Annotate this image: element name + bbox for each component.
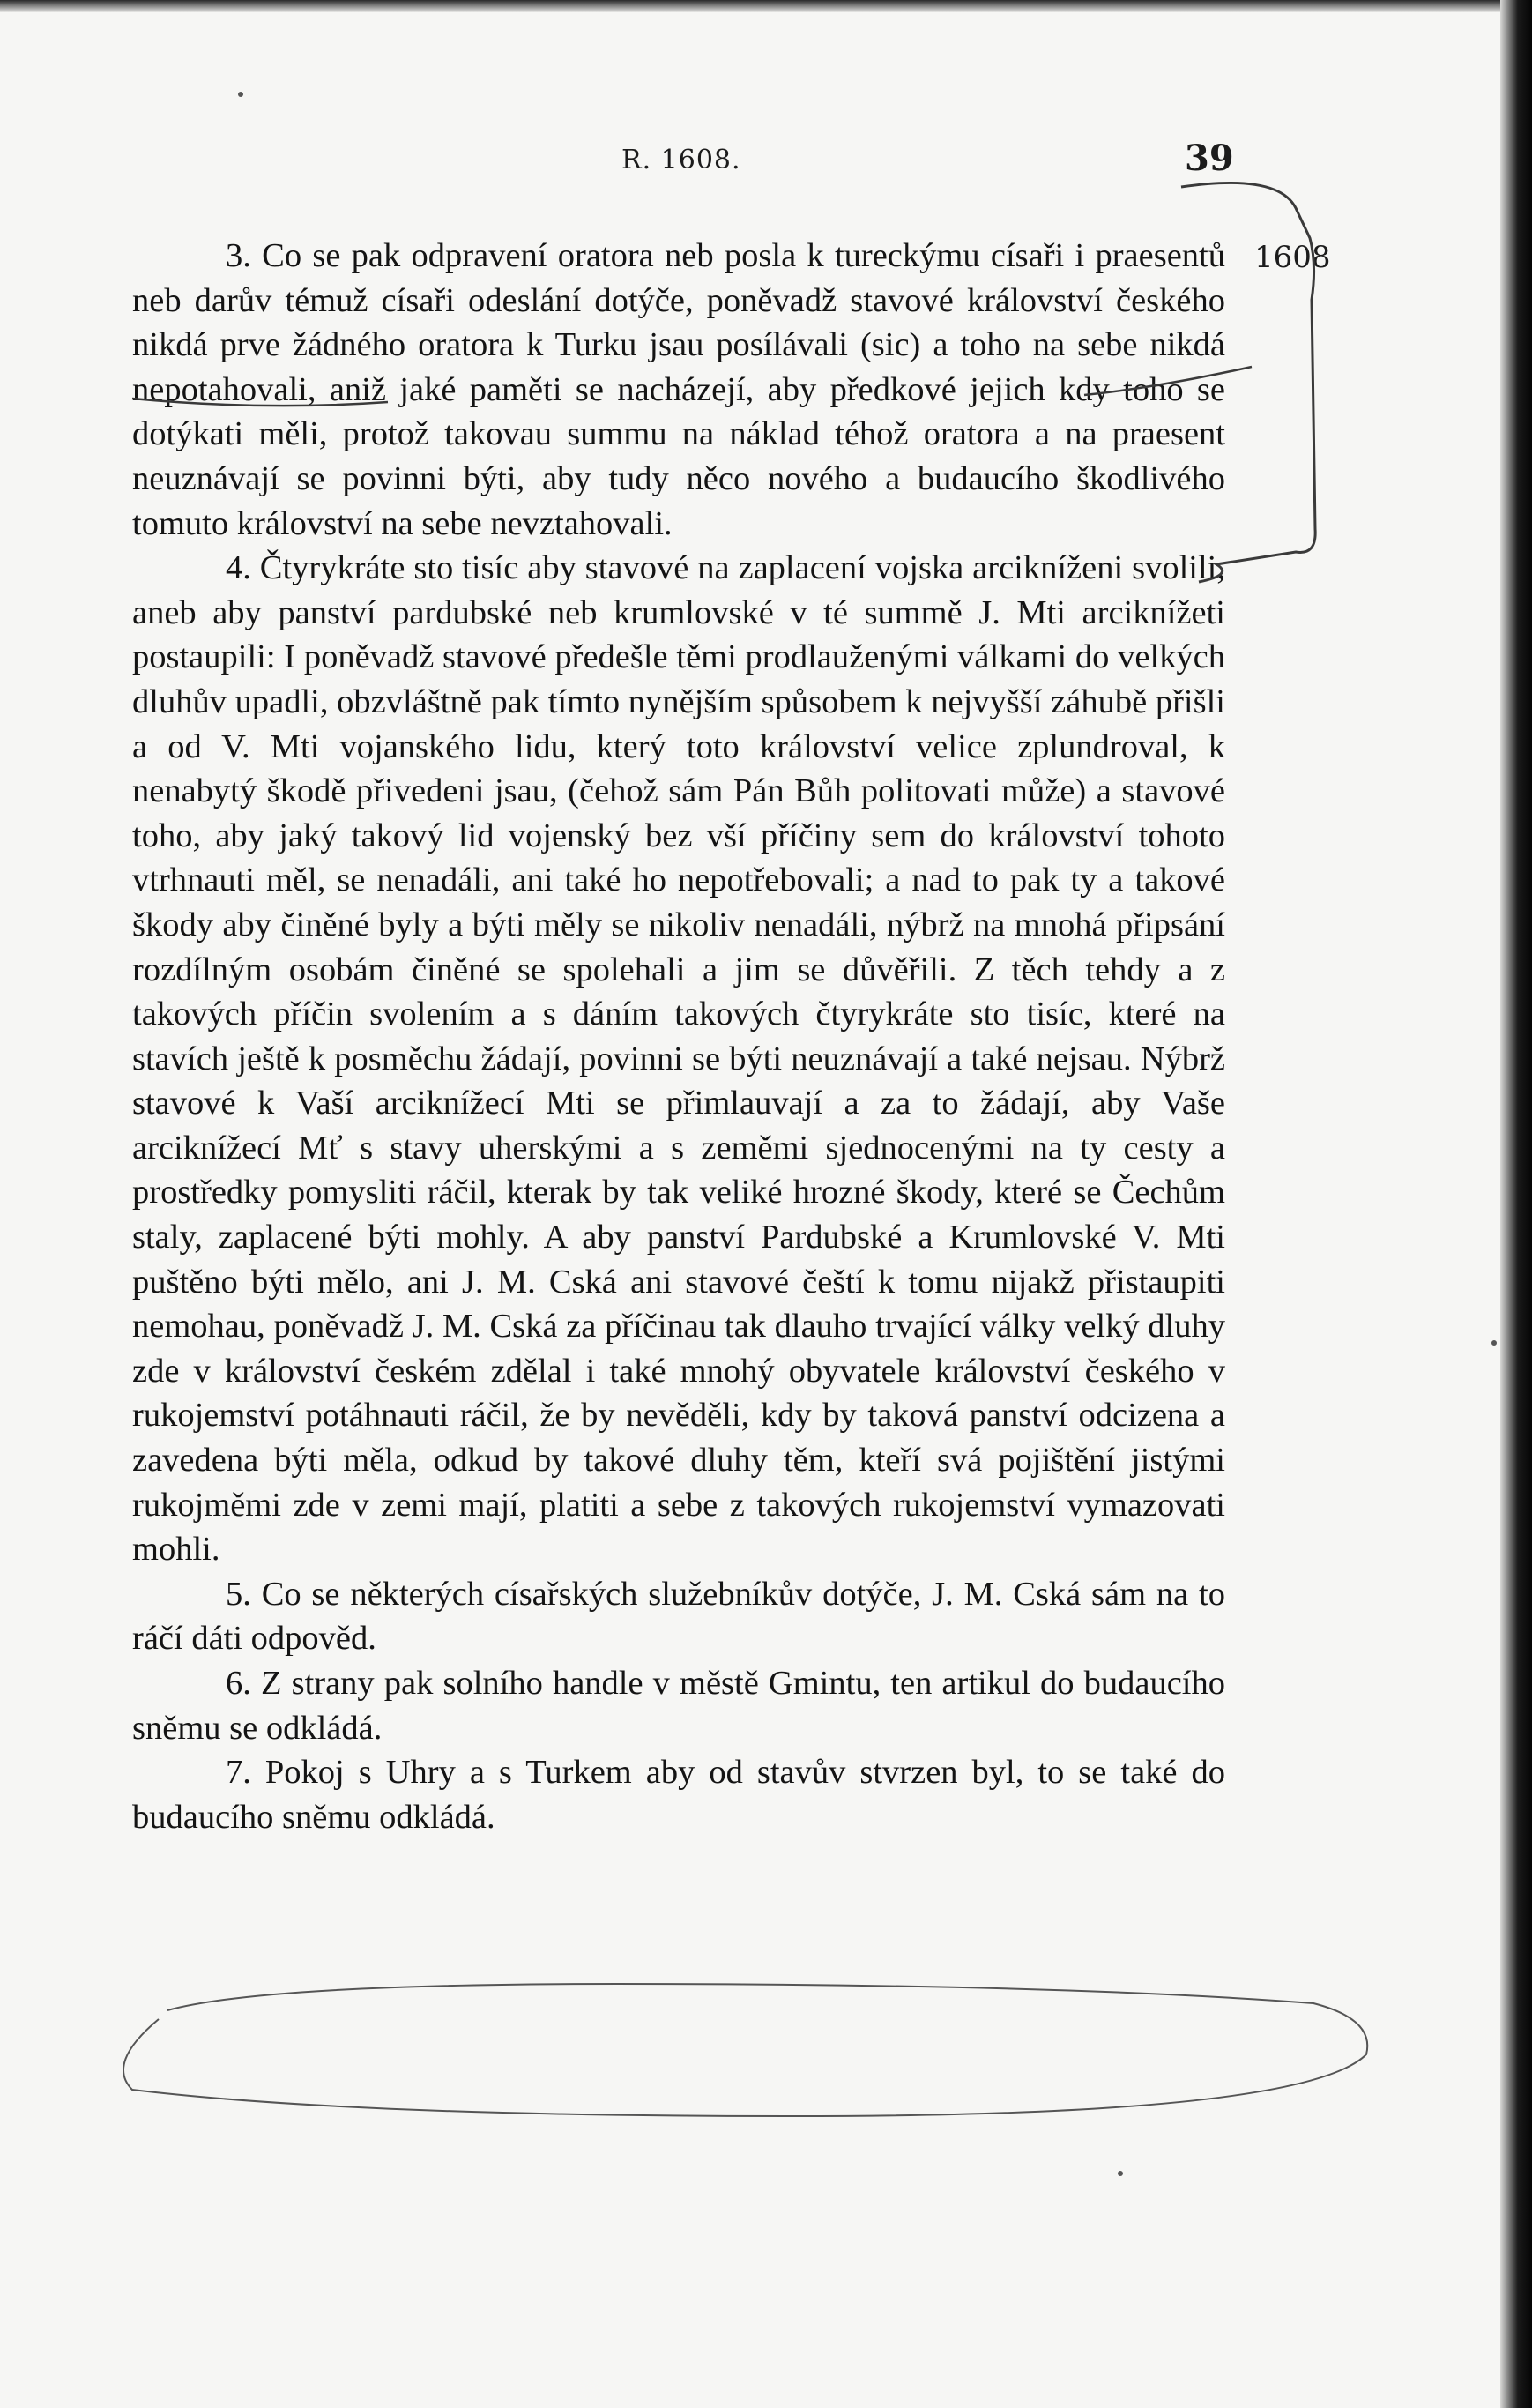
body-text [132, 234, 1225, 1839]
margin-year-note: 1608 [1254, 240, 1331, 275]
page-number: 39 [1185, 138, 1234, 179]
running-head: R. 1608. [621, 145, 741, 175]
scan-speck [238, 92, 243, 97]
oval-mark [123, 1984, 1367, 2116]
scan-speck [1491, 1340, 1497, 1346]
page-header [0, 132, 1532, 185]
paragraph-5: 5. Co se některých císařských služebníkův dotýče, J. M. Cská sám na to ráčí dáti odpověd. [132, 1575, 1225, 1658]
scan-top-edge [0, 0, 1532, 12]
scan-right-edge [1500, 0, 1532, 2408]
paragraph-3: 3. Co se pak odpravení oratora neb posla k tureckýmu císaři i praesentů neb darův témuž císaři odeslání dotýče, poněvadž stavové království českého nikdá prve žádného oratora k Turku jsau posílávali (sic) a toho na sebe nikdá nepotahovali, aniž jaké paměti se nacházejí, aby předkové jejich kdy toho se dotýkati měli, protož takovau summu na náklad téhož oratora a na praesent neuznávají se povinni býti, aby tudy něco nového a budaucího škodlivého tomuto království na sebe nevztahovali. [132, 237, 1225, 542]
paragraph-7: 7. Pokoj s Uhry a s Turkem aby od stavův stvrzen byl, to se také do budaucího sněmu odkládá. [132, 1754, 1225, 1836]
scan-speck [1118, 2171, 1123, 2176]
paragraph-6: 6. Z strany pak solního handle v městě Gmintu, ten artikul do budaucího sněmu se odkládá. [132, 1665, 1225, 1747]
paragraph-4: 4. Čtyrykráte sto tisíc aby stavové na zaplacení vojska arcikníženi svolili, aneb aby panství pardubské neb krumlovské v té summě J. Mti arciknížeti postaupili: I poněvadž stavové předešle těmi prodlauženými válkami do velkých dluhův upadli, obzvláštně pak tímto nynějším spůsobem k nejvyšší záhubě přišli a od V. Mti vojanského lidu, který toto království velice zplundroval, k nenabytý škodě přivedeni jsau, (čehož sám Pán Bůh politovati může) a stavové toho, aby jaký takový lid vojenský bez vší příčiny sem do království tohoto vtrhnauti měl, se nenadáli, ani také ho nepotřebovali; a nad to pak ty a takové škody aby činěné byly a býti měly se nikoliv nenadáli, nýbrž na mnohá připsání rozdílným osobám činěné se spolehali a jim se důvěřili. Z těch tehdy a z takových příčin svolením a s dáním takových čtyrykráte sto tisíc, které na stavích ještě k posměchu žádají, povinni se býti neuznávají a také nejsau. Nýbrž stavové k Vaší arciknížecí Mti se přimlauvají a za to žádají, aby Vaše arciknížecí Mť s stavy uherskými a s zeměmi sjednocenými na ty cesty a prostředky pomysliti ráčil, kterak by tak veliké hrozné škody, které se Čechům staly, zaplacené býti mohly. A aby panství Pardubské a Krumlovské V. Mti puštěno býti mělo, ani J. M. Cská ani stavové čeští k tomu nijakž přistaupiti nemohau, poněvadž J. M. Cská za příčinau tak dlauho trvající války velký dluhy zde v království českém zdělal i také mnohý obyvatele království českého v rukojemství potáhnauti ráčil, že by nevěděli, kdy by taková panství odcizena a zavedena býti měla, odkud by takové dluhy těm, kteří svá pojištění jistými rukojměmi zde v zemi mají, platiti a sebe z takových rukojemství vymazovati mohli. [132, 549, 1225, 1569]
